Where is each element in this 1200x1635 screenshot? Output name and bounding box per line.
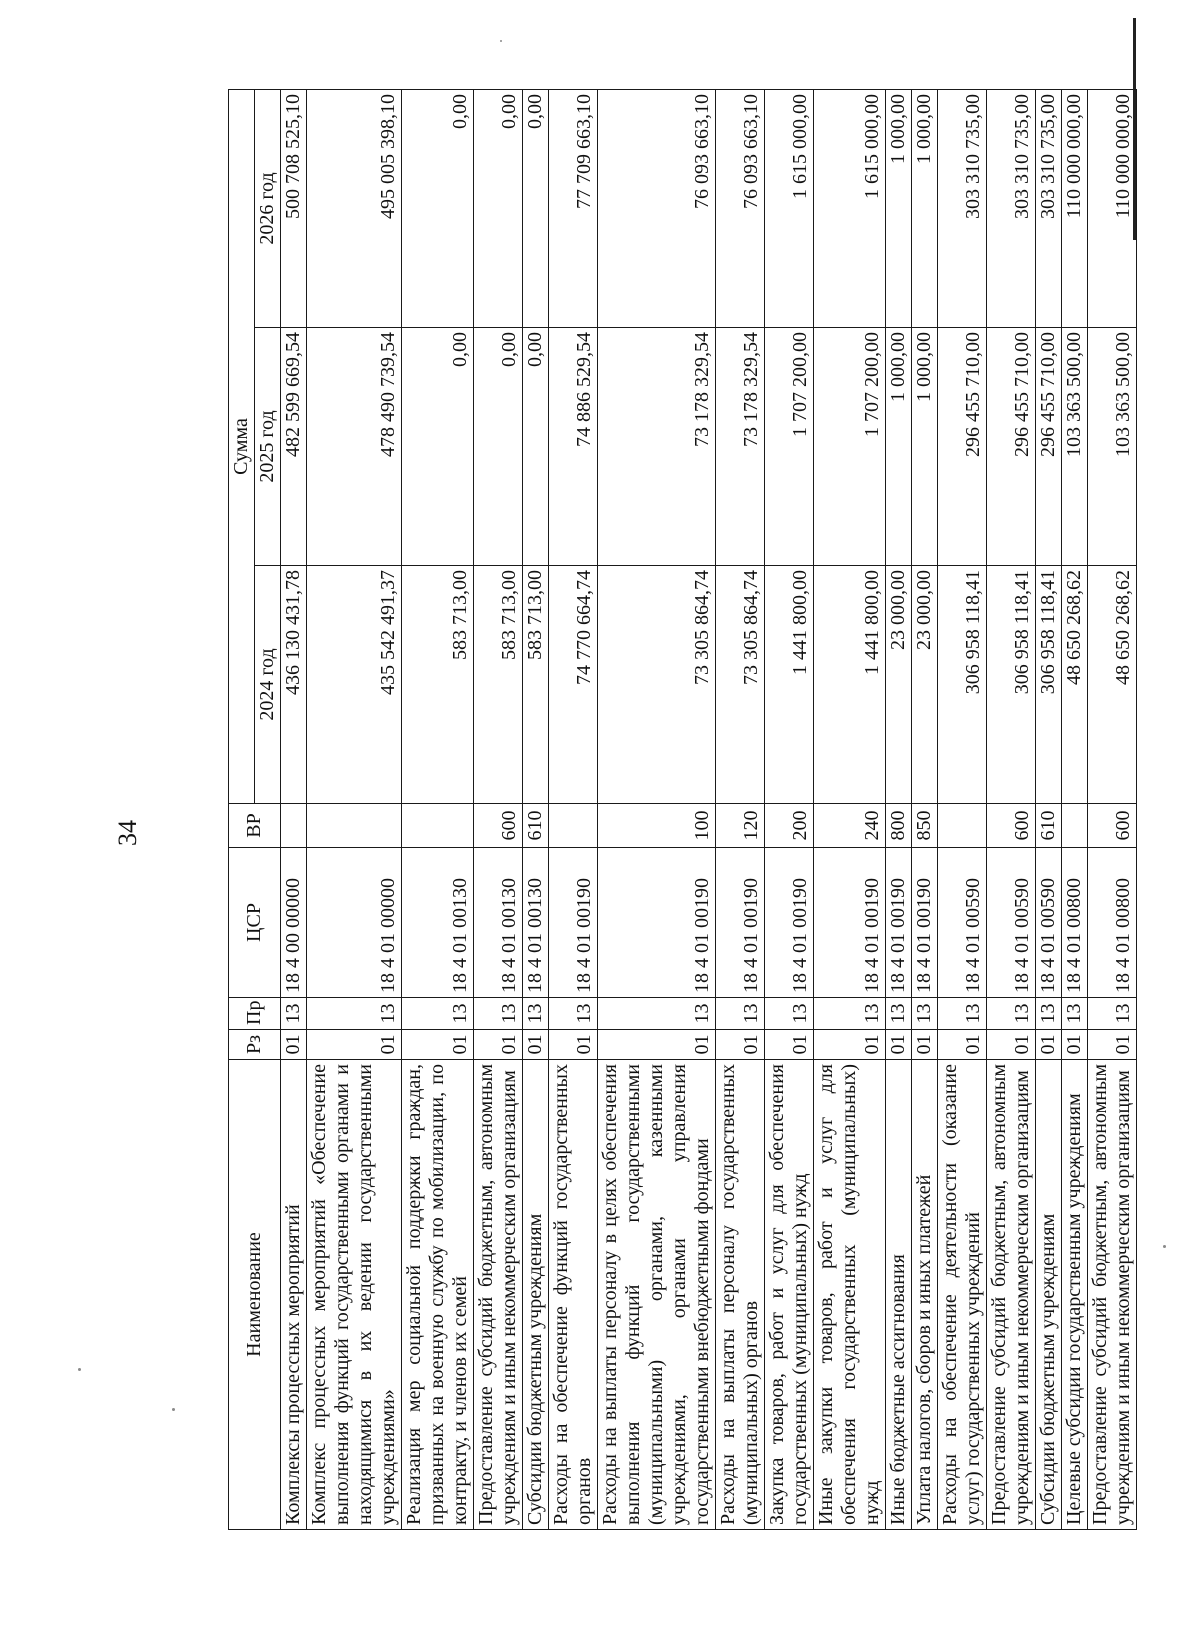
cell-rz: 01 xyxy=(912,1030,938,1060)
cell-csr: 18 4 01 00190 xyxy=(814,848,886,998)
table-row xyxy=(912,89,938,1529)
cell-name: Комплекс процессных мероприятий «Обеспечение выполнения функций государственными органами и находящимися в их ведении государственными учреждениями» xyxy=(307,1060,402,1530)
cell-2025: 73 178 329,54 xyxy=(716,328,765,566)
table-row xyxy=(716,89,765,1529)
cell-2025: 1 000,00 xyxy=(886,328,912,566)
cell-2026: 76 093 663,10 xyxy=(716,89,765,327)
header-vr: ВР xyxy=(229,804,281,848)
scan-speck xyxy=(78,1368,81,1371)
cell-2026: 303 310 735,00 xyxy=(1036,89,1062,327)
cell-rz: 01 xyxy=(281,1030,307,1060)
cell-2026: 1 000,00 xyxy=(912,89,938,327)
header-2026: 2026 год xyxy=(255,89,281,327)
cell-name: Расходы на обеспечение деятельности (оказание услуг) государственных учреждений xyxy=(938,1060,987,1530)
cell-2024: 583 713,00 xyxy=(474,566,523,804)
cell-csr: 18 4 01 00130 xyxy=(474,848,523,998)
table-header xyxy=(229,89,281,1529)
cell-2026: 500 708 525,10 xyxy=(281,89,307,327)
cell-pr: 13 xyxy=(814,998,886,1030)
table-row xyxy=(402,89,474,1529)
cell-pr: 13 xyxy=(281,998,307,1030)
cell-pr: 13 xyxy=(987,998,1036,1030)
cell-2025: 73 178 329,54 xyxy=(598,328,716,566)
cell-name: Реализация мер социальной поддержки граждан, призванных на военную службу по мобилизации, по контракту, и членов их семей xyxy=(402,1060,474,1530)
cell-2024: 1 441 800,00 xyxy=(814,566,886,804)
table-row xyxy=(1062,89,1088,1529)
table-row xyxy=(281,89,307,1529)
cell-2025: 1 707 200,00 xyxy=(765,328,814,566)
cell-pr: 13 xyxy=(307,998,402,1030)
cell-2026: 303 310 735,00 xyxy=(987,89,1036,327)
cell-csr: 18 4 01 00190 xyxy=(886,848,912,998)
cell-rz: 01 xyxy=(549,1030,598,1060)
cell-rz: 01 xyxy=(938,1030,987,1060)
cell-vr: 610 xyxy=(1036,804,1062,848)
cell-2025: 103 363 500,00 xyxy=(1088,328,1137,566)
cell-csr: 18 4 01 00190 xyxy=(549,848,598,998)
cell-csr: 18 4 01 00590 xyxy=(938,848,987,998)
cell-2026: 77 709 663,10 xyxy=(549,89,598,327)
cell-name: Целевые субсидии государственным учреждениям xyxy=(1062,1060,1088,1530)
cell-vr: 600 xyxy=(1088,804,1137,848)
cell-vr: 800 xyxy=(886,804,912,848)
table-row xyxy=(598,89,716,1529)
cell-2026: 110 000 000,00 xyxy=(1088,89,1137,327)
cell-name: Предоставление субсидий бюджетным, автономным учреждениям и иным некоммерческим организациям xyxy=(987,1060,1036,1530)
cell-csr: 18 4 01 00590 xyxy=(1036,848,1062,998)
cell-2025: 1 000,00 xyxy=(912,328,938,566)
cell-csr: 18 4 01 00190 xyxy=(598,848,716,998)
cell-vr xyxy=(1062,804,1088,848)
cell-pr: 13 xyxy=(886,998,912,1030)
cell-name: Предоставление субсидий бюджетным, автономным учреждениям и иным некоммерческим организациям xyxy=(1088,1060,1137,1530)
cell-pr: 13 xyxy=(549,998,598,1030)
header-name: Наименование xyxy=(229,1060,281,1530)
cell-2025: 478 490 739,54 xyxy=(307,328,402,566)
cell-2025: 296 455 710,00 xyxy=(987,328,1036,566)
cell-2024: 1 441 800,00 xyxy=(765,566,814,804)
table-row xyxy=(938,89,987,1529)
cell-name: Уплата налогов, сборов и иных платежей xyxy=(912,1060,938,1530)
cell-rz: 01 xyxy=(716,1030,765,1060)
cell-2026: 1 000,00 xyxy=(886,89,912,327)
cell-2024: 73 305 864,74 xyxy=(598,566,716,804)
scan-speck xyxy=(500,40,502,42)
cell-pr: 13 xyxy=(765,998,814,1030)
cell-2024: 583 713,00 xyxy=(523,566,549,804)
cell-name: Расходы на выплаты персоналу государственных (муниципальных) органов xyxy=(716,1060,765,1530)
table-row xyxy=(307,89,402,1529)
cell-rz: 01 xyxy=(987,1030,1036,1060)
cell-name: Закупка товаров, работ и услуг для обеспечения государственных (муниципальных) нужд xyxy=(765,1060,814,1530)
cell-pr: 13 xyxy=(1088,998,1137,1030)
cell-2025: 1 707 200,00 xyxy=(814,328,886,566)
table-row xyxy=(1088,89,1137,1529)
table-row xyxy=(987,89,1036,1529)
cell-pr: 13 xyxy=(716,998,765,1030)
cell-csr: 18 4 01 00590 xyxy=(987,848,1036,998)
cell-vr xyxy=(938,804,987,848)
cell-rz: 01 xyxy=(1062,1030,1088,1060)
cell-rz: 01 xyxy=(1036,1030,1062,1060)
cell-2026: 1 615 000,00 xyxy=(814,89,886,327)
cell-vr: 240 xyxy=(814,804,886,848)
cell-csr: 18 4 01 00130 xyxy=(523,848,549,998)
cell-2025: 482 599 669,54 xyxy=(281,328,307,566)
scan-speck xyxy=(172,1408,175,1411)
cell-2024: 583 713,00 xyxy=(402,566,474,804)
header-pr: Пр xyxy=(229,998,281,1030)
cell-name: Субсидии бюджетным учреждениям xyxy=(523,1060,549,1530)
table-row xyxy=(765,89,814,1529)
cell-pr: 13 xyxy=(1062,998,1088,1030)
header-rz: Рз xyxy=(229,1030,281,1060)
cell-name: Предоставление субсидий бюджетным, автономным учреждениям и иным некоммерческим организациям xyxy=(474,1060,523,1530)
cell-2024: 306 958 118,41 xyxy=(1036,566,1062,804)
cell-2025: 103 363 500,00 xyxy=(1062,328,1088,566)
cell-pr: 13 xyxy=(1036,998,1062,1030)
cell-pr: 13 xyxy=(474,998,523,1030)
cell-name: Иные закупки товаров, работ и услуг для обеспечения государственных (муниципальных) нужд xyxy=(814,1060,886,1530)
page-number: 34 xyxy=(113,820,142,846)
cell-csr: 18 4 01 00130 xyxy=(402,848,474,998)
cell-name: Иные бюджетные ассигнования xyxy=(886,1060,912,1530)
cell-rz: 01 xyxy=(886,1030,912,1060)
table-row xyxy=(474,89,523,1529)
cell-2026: 1 615 000,00 xyxy=(765,89,814,327)
cell-2024: 48 650 268,62 xyxy=(1062,566,1088,804)
cell-vr: 600 xyxy=(474,804,523,848)
cell-vr: 600 xyxy=(987,804,1036,848)
cell-vr: 100 xyxy=(598,804,716,848)
cell-vr xyxy=(402,804,474,848)
header-csr: ЦСР xyxy=(229,848,281,998)
cell-2025: 296 455 710,00 xyxy=(938,328,987,566)
cell-2026: 0,00 xyxy=(402,89,474,327)
cell-vr xyxy=(281,804,307,848)
cell-rz: 01 xyxy=(402,1030,474,1060)
cell-2025: 74 886 529,54 xyxy=(549,328,598,566)
cell-2024: 436 130 431,78 xyxy=(281,566,307,804)
cell-name: Расходы на обеспечение функций государственных органов xyxy=(549,1060,598,1530)
cell-name: Расходы на выплаты персоналу в целях обеспечения выполнения функций государственными (муниципальными) органами, казенными учреждениями, органами управления государственными внебюджетными фондами xyxy=(598,1060,716,1530)
cell-csr: 18 4 01 00000 xyxy=(307,848,402,998)
cell-2024: 306 958 118,41 xyxy=(987,566,1036,804)
cell-vr xyxy=(307,804,402,848)
cell-2026: 110 000 000,00 xyxy=(1062,89,1088,327)
cell-2025: 0,00 xyxy=(402,328,474,566)
header-2025: 2025 год xyxy=(255,328,281,566)
cell-vr: 120 xyxy=(716,804,765,848)
cell-2024: 435 542 491,37 xyxy=(307,566,402,804)
cell-csr: 18 4 00 00000 xyxy=(281,848,307,998)
cell-2025: 0,00 xyxy=(523,328,549,566)
cell-name: Субсидии бюджетным учреждениям xyxy=(1036,1060,1062,1530)
cell-2026: 303 310 735,00 xyxy=(938,89,987,327)
cell-2024: 23 000,00 xyxy=(886,566,912,804)
table-row xyxy=(549,89,598,1529)
table-row xyxy=(523,89,549,1529)
rotated-sheet xyxy=(228,90,1134,1530)
cell-rz: 01 xyxy=(307,1030,402,1060)
cell-vr: 850 xyxy=(912,804,938,848)
scan-speck xyxy=(1163,1245,1166,1248)
cell-csr: 18 4 01 00190 xyxy=(912,848,938,998)
cell-2024: 73 305 864,74 xyxy=(716,566,765,804)
cell-2026: 495 005 398,10 xyxy=(307,89,402,327)
cell-pr: 13 xyxy=(523,998,549,1030)
cell-csr: 18 4 01 00190 xyxy=(765,848,814,998)
cell-pr: 13 xyxy=(938,998,987,1030)
cell-pr: 13 xyxy=(402,998,474,1030)
cell-rz: 01 xyxy=(598,1030,716,1060)
cell-csr: 18 4 01 00800 xyxy=(1088,848,1137,998)
cell-vr xyxy=(549,804,598,848)
header-2024: 2024 год xyxy=(255,566,281,804)
cell-pr: 13 xyxy=(912,998,938,1030)
cell-rz: 01 xyxy=(474,1030,523,1060)
cell-rz: 01 xyxy=(814,1030,886,1060)
cell-2025: 296 455 710,00 xyxy=(1036,328,1062,566)
cell-name: Комплексы процессных мероприятий xyxy=(281,1060,307,1530)
table-row xyxy=(886,89,912,1529)
cell-2025: 0,00 xyxy=(474,328,523,566)
cell-rz: 01 xyxy=(523,1030,549,1060)
cell-pr: 13 xyxy=(598,998,716,1030)
cell-vr: 610 xyxy=(523,804,549,848)
cell-2026: 0,00 xyxy=(474,89,523,327)
cell-2024: 306 958 118,41 xyxy=(938,566,987,804)
cell-2026: 0,00 xyxy=(523,89,549,327)
table-row xyxy=(1036,89,1062,1529)
cell-csr: 18 4 01 00190 xyxy=(716,848,765,998)
cell-csr: 18 4 01 00800 xyxy=(1062,848,1088,998)
cell-2024: 48 650 268,62 xyxy=(1088,566,1137,804)
cell-rz: 01 xyxy=(765,1030,814,1060)
cell-2026: 76 093 663,10 xyxy=(598,89,716,327)
header-sum: Сумма xyxy=(229,89,255,803)
table-body xyxy=(281,89,1137,1529)
cell-rz: 01 xyxy=(1088,1030,1137,1060)
cell-2024: 23 000,00 xyxy=(912,566,938,804)
table-row xyxy=(814,89,886,1529)
budget-table xyxy=(228,89,1137,1530)
cell-vr: 200 xyxy=(765,804,814,848)
cell-2024: 74 770 664,74 xyxy=(549,566,598,804)
